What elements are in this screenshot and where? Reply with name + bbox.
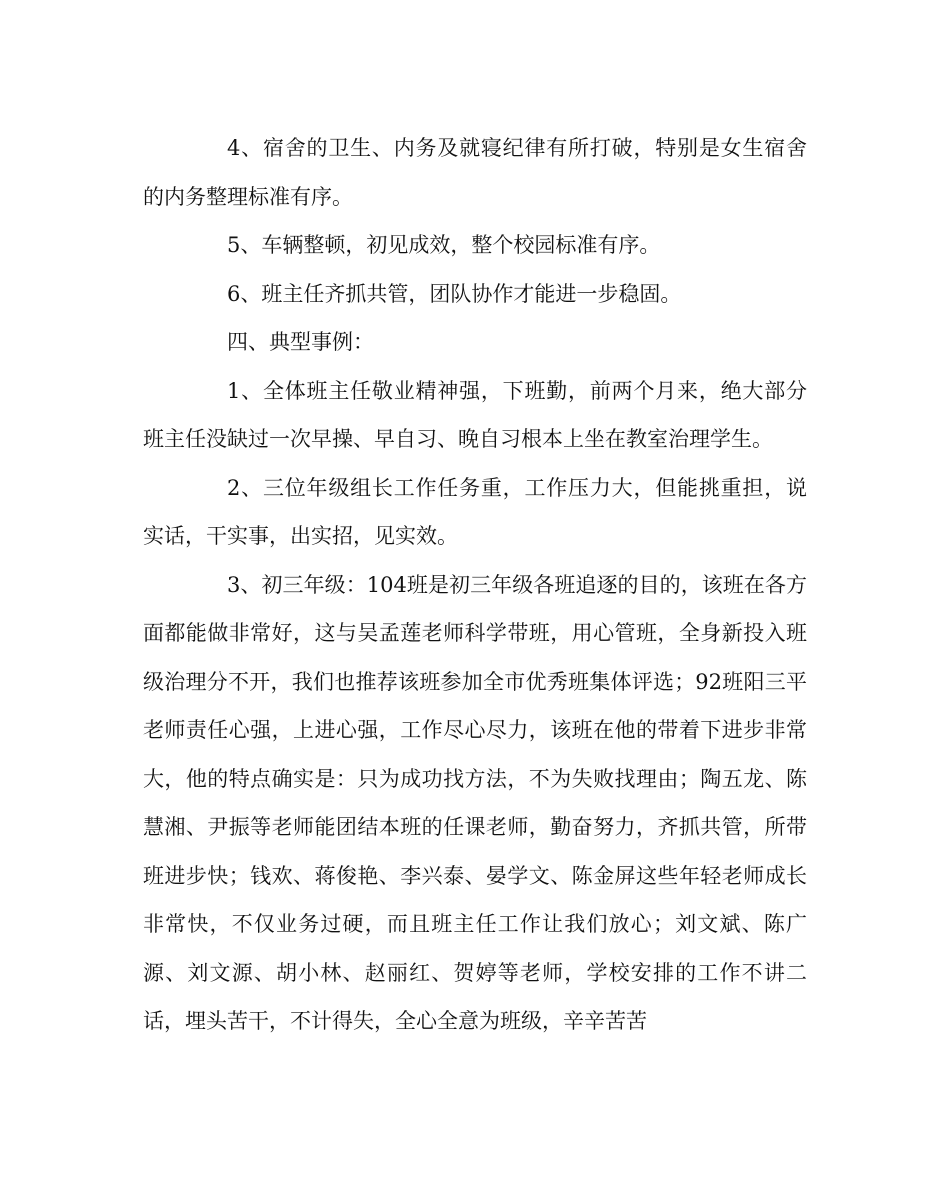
paragraph-dormitory: 4、宿舍的卫生、内务及就寝纪律有所打破，特别是女生宿舍的内务整理标准有序。 <box>143 136 807 209</box>
section-heading-typical-cases: 四、典型事例： <box>227 330 374 354</box>
paragraph-class-teachers: 1、全体班主任敬业精神强，下班勤，前两个月来，绝大部分班主任没缺过一次早操、早自习、晚自习根本上坐在教室治理学生。 <box>143 378 807 451</box>
document-body <box>143 124 807 1046</box>
paragraph-grade-nine: 3、初三年级：104班是初三年级各班追逐的目的，该班在各方面都能做非常好，这与吴孟莲老师科学带班，用心管班，全身新投入班级治理分不开，我们也推荐该班参加全市优秀班集体评选；92班阳三平老师责任心强，上进心强，工作尽心尽力，该班在他的带着下进步非常大，他的特点确实是：只为成功找方法，不为失败找理由；陶五龙、陈慧湘、尹振等老师能团结本班的任课老师，勤奋努力，齐抓共管，所带班进步快；钱欢、蒋俊艳、李兴泰、晏学文、陈金屏这些年轻老师成长非常快，不仅业务过硬，而且班主任工作让我们放心；刘文斌、陈广源、刘文源、胡小林、赵丽红、贺婷等老师，学校安排的工作不讲二话，埋头苦干，不计得失，全心全意为班级，辛辛苦苦 <box>143 572 807 1033</box>
paragraph-vehicles: 5、车辆整顿，初见成效，整个校园标准有序。 <box>227 233 661 257</box>
paragraph-teamwork: 6、班主任齐抓共管，团队协作才能进一步稳固。 <box>227 281 682 306</box>
paragraph-grade-leaders: 2、三位年级组长工作任务重，工作压力大，但能挑重担，说实话，干实事，出实招，见实效。 <box>143 475 807 548</box>
